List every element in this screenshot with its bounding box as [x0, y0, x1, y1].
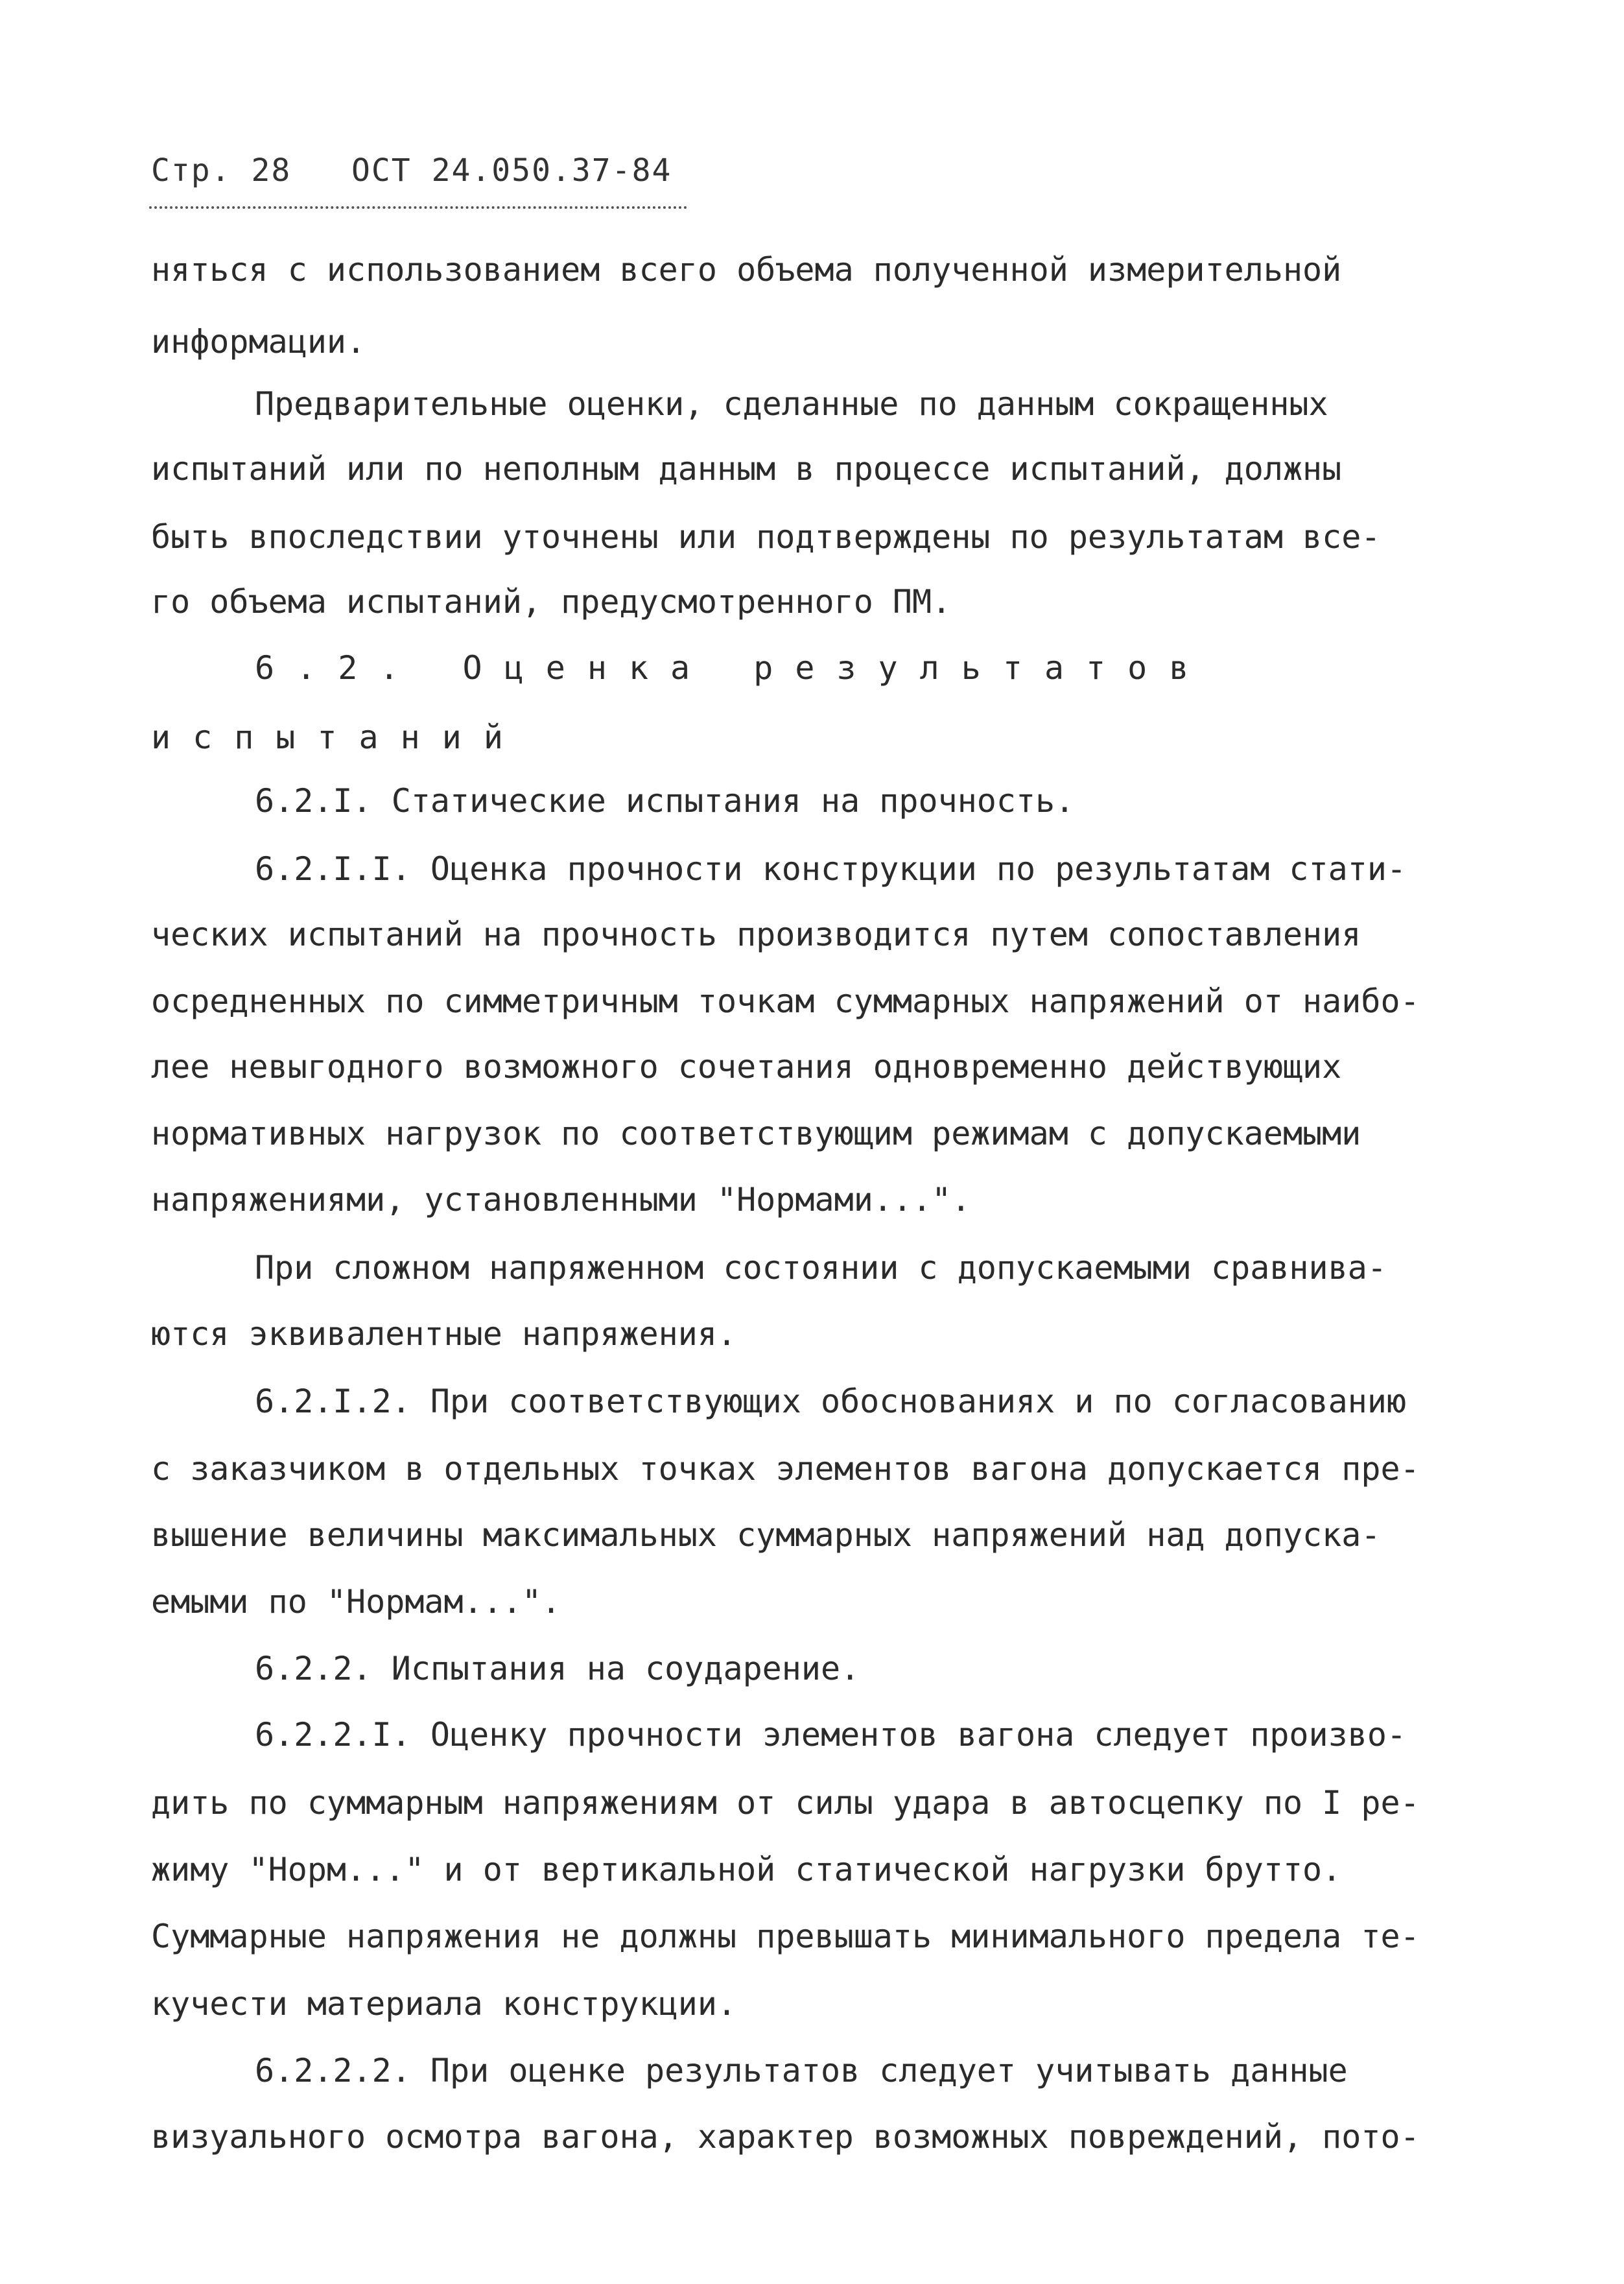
text-line: дить по суммарным напряжениям от силы удара в автосцепку по I ре- — [151, 1784, 1420, 1822]
text-line: нормативных нагрузок по соответствующим режимам с допускаемыми — [151, 1115, 1361, 1152]
subsection-heading: 6.2.I. Статические испытания на прочность. — [255, 782, 1075, 820]
text-line: 6.2.I.I. Оценка прочности конструкции по результатам стати- — [255, 850, 1407, 888]
text-line: го объема испытаний, предусмотренного ПМ. — [151, 583, 952, 621]
standard-code: ОСТ 24.050.37-84 — [351, 152, 672, 189]
text-line: При сложном напряженном состоянии с допускаемыми сравнива- — [255, 1249, 1387, 1287]
text-line: напряжениями, установленными "Нормами...". — [151, 1181, 971, 1219]
text-line: кучести материала конструкции. — [151, 1985, 737, 2023]
text-line: вышение величины максимальных суммарных напряжений над допуска- — [151, 1516, 1381, 1554]
text-line: визуального осмотра вагона, характер возможных повреждений, пото- — [151, 2118, 1420, 2156]
text-line: Суммарные напряжения не должны превышать минимального предела те- — [151, 1918, 1420, 1955]
text-line: 6.2.2.2. При оценке результатов следует учитывать данные — [255, 2052, 1348, 2089]
text-line: ческих испытаний на прочность производится путем сопоставления — [151, 916, 1361, 953]
text-line: осредненных по симметричным точкам суммарных напряжений от наибо- — [151, 982, 1420, 1020]
page-header — [151, 152, 672, 189]
text-line: 6.2.2.I. Оценку прочности элементов вагона следует произво- — [255, 1716, 1407, 1754]
text-line: информации. — [151, 323, 366, 361]
section-heading-continued: испытаний — [151, 719, 525, 756]
text-line: Предварительные оценки, сделанные по данным сокращенных — [255, 385, 1328, 423]
text-line: емыми по "Нормам...". — [151, 1583, 561, 1621]
text-line: быть впоследствии уточнены или подтверждены по результатам все- — [151, 518, 1381, 556]
text-line: с заказчиком в отдельных точках элементов вагона допускается пре- — [151, 1450, 1420, 1488]
header-underline — [149, 206, 687, 209]
subsection-heading: 6.2.2. Испытания на соударение. — [255, 1650, 860, 1687]
text-line: нятьcя с использованием всего объема полученной измерительной — [151, 251, 1342, 289]
text-line: жиму "Норм..." и от вертикальной статической нагрузки брутто. — [151, 1851, 1342, 1888]
text-line: лее невыгодного возможного сочетания одновременно действующих — [151, 1048, 1342, 1086]
text-line: ются эквивалентные напряжения. — [151, 1315, 737, 1353]
text-line: испытаний или по неполным данным в процессе испытаний, должны — [151, 450, 1342, 488]
text-line: 6.2.I.2. При соответствующих обоснованиях и по согласованию — [255, 1383, 1407, 1420]
page-number: Стр. 28 — [151, 152, 292, 189]
section-heading: 6.2. Оценка результатов — [255, 649, 1211, 687]
